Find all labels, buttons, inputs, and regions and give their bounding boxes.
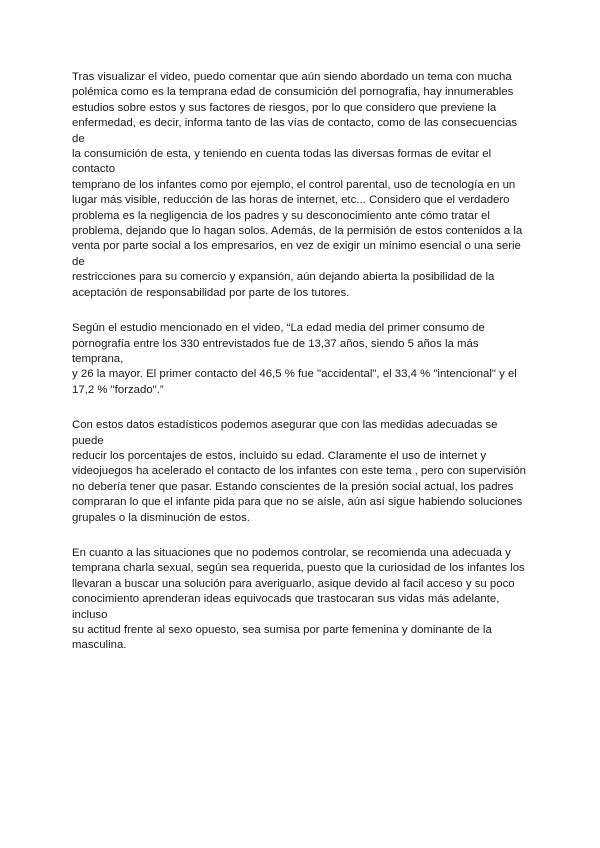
paragraph-intro: Tras visualizar el video, puedo comentar que aún siendo abordado un tema con mucha polémica como es la temprana edad de consumición del pornografia, hay innumerables estudios sobre estos y sus factores de riesgos, por lo que considero que previene la enfermedad, es decir, informa tanto de las vías de contacto, como de las consecuencias de la consumición de esta, y teniendo en cuenta todas las diversas formas de evitar el contacto temprano de los infantes como por ejemplo, el control parental, uso de tecnología en un lugar más visible, reducción de las horas de internet, etc... Considero que el verdadero problema es la negligencia de los padres y su desconocimiento ante cómo tratar el problema, dejando que lo hagan solos. Además, de la permisión de estos contenidos a la venta por parte social a los empresarios, en vez de exigir un mínimo esencial o una serie de restricciones para su comercio y expansión, aún dejando abierta la posibilidad de la aceptación de responsabilidad por parte de los tutores. xyxy=(72,71,523,299)
paragraph-statistics: Con estos datos estadísticos podemos asegurar que con las medidas adecuadas se puede reducir los porcentajes de estos, incluido su edad. Claramente el uso de internet y videojuegos ha acelerado el contacto de los infantes con este tema , pero con supervisión no debería tener que pasar. Estando conscientes de la presión social actual, los padres compraran lo que el infante pida para que no se aísle, aún así sigue habiendo soluciones grupales o la disminución de estos. xyxy=(72,419,527,524)
paragraph-recommendation: En cuanto a las situaciones que no podemos controlar, se recomienda una adecuada y temprana charla sexual, según sea requerida, puesto que la curiosidad de los infantes los llevaran a buscar una solución para averiguarlo, asique devido al facil acceso y su poco conocimiento aprenderan ideas equivocads que trastocaran sus vidas más adelante, incluso su actitud frente al sexo opuesto, sea sumisa por parte femenina y dominante de la masculina. xyxy=(72,546,525,652)
paragraph-study-quote: Según el estudio mencionado en el video, “La edad media del primer consumo de pornografía entre los 330 entrevistados fue de 13,37 años, siendo 5 años la más temprana, y 26 la mayor. El primer contacto del 46,5 % fue "accidental", el 33,4 % "intencional" y el 17,2 % "forzado".” xyxy=(72,322,517,396)
document-body xyxy=(72,70,530,674)
